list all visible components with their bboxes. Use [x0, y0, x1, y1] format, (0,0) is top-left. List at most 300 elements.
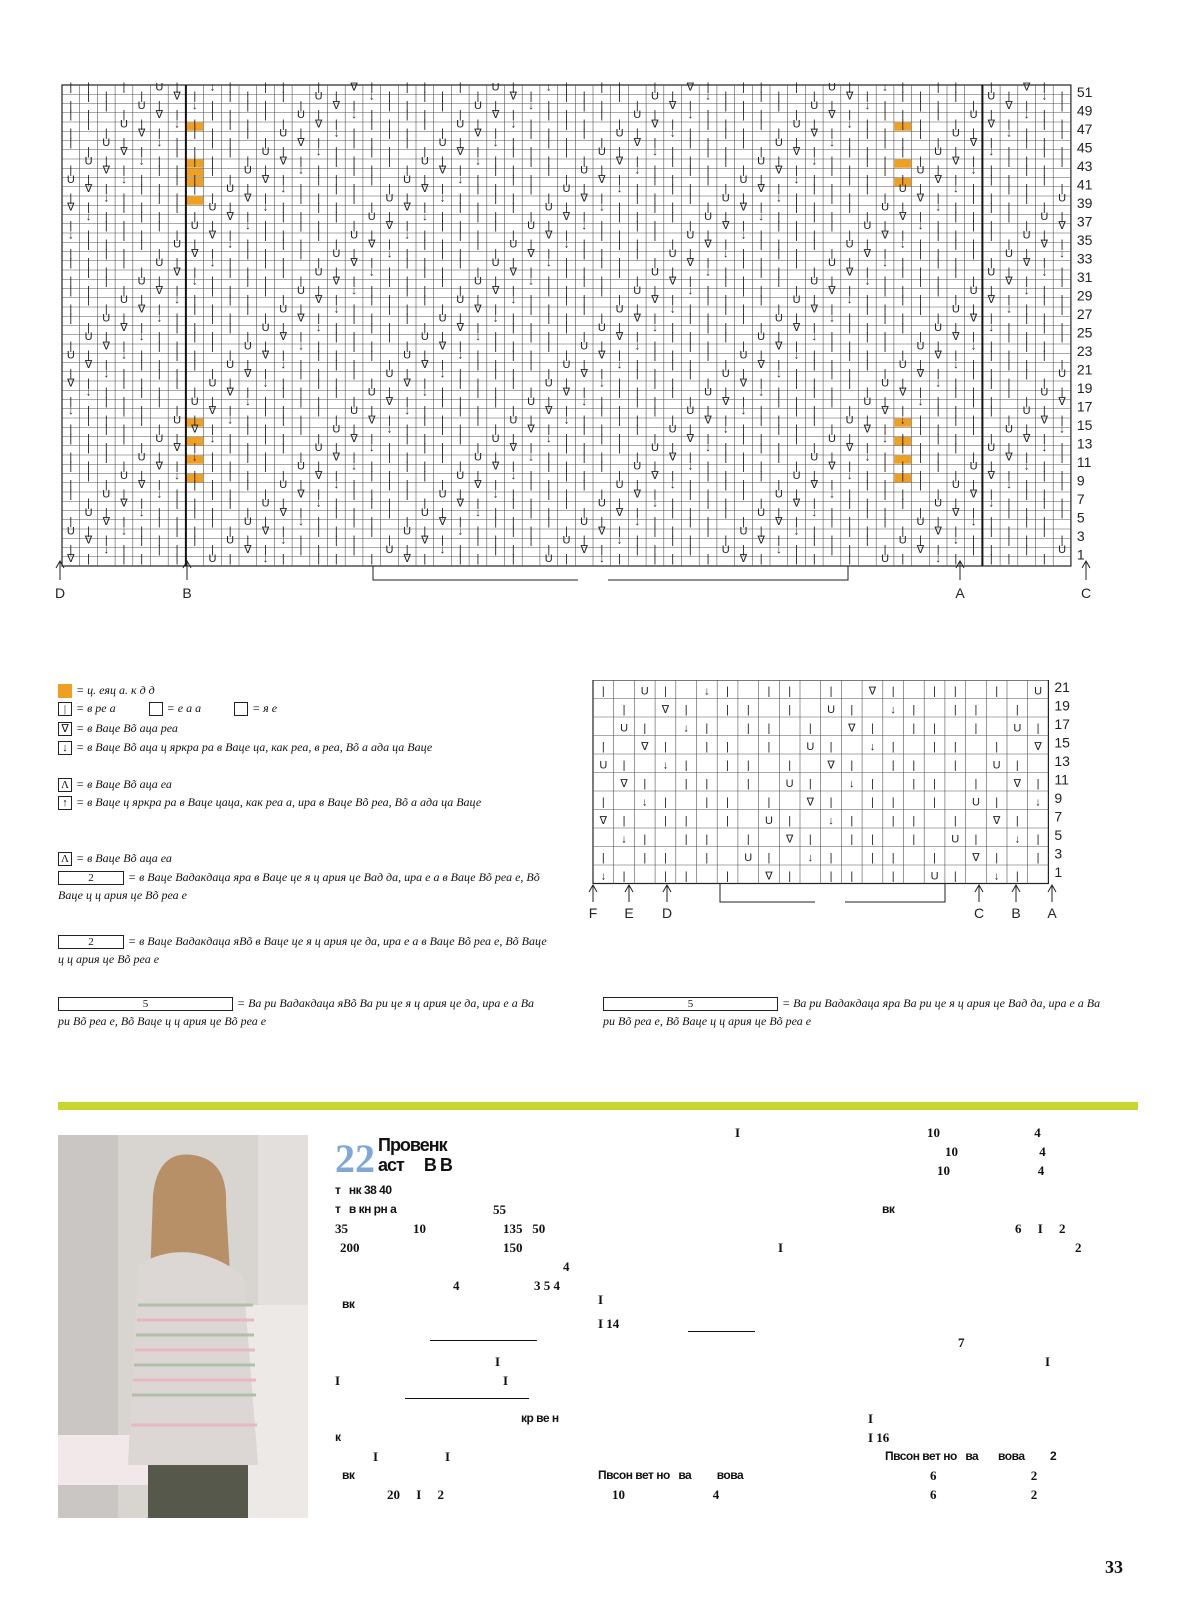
stitch-symbol: U [438, 136, 447, 149]
stitch-symbol: | [1015, 815, 1019, 827]
stitch-symbol: | [974, 778, 978, 790]
stitch-symbol: | [122, 284, 126, 297]
stitch-symbol: ↓ [209, 257, 216, 269]
stitch-symbol: | [788, 759, 792, 772]
stitch-symbol: ↓ [687, 109, 694, 121]
stitch-symbol: | [618, 266, 621, 279]
stitch-symbol: | [441, 155, 444, 168]
stitch-symbol: U [420, 331, 429, 343]
stitch-symbol: | [865, 349, 869, 362]
stitch-symbol: | [352, 247, 356, 260]
stitch-symbol: | [671, 442, 675, 454]
stitch-symbol: | [1025, 136, 1029, 149]
stitch-symbol: | [1060, 358, 1064, 371]
stitch-symbol: | [334, 201, 338, 214]
stitch-symbol: | [671, 155, 675, 168]
stitch-symbol: | [919, 479, 922, 491]
stitch-symbol: | [1025, 534, 1029, 547]
stitch-symbol: | [140, 349, 144, 362]
stitch-symbol: U [473, 451, 482, 464]
stitch-symbol: ↓ [662, 759, 669, 772]
stitch-symbol: | [865, 173, 869, 186]
stitch-symbol: | [264, 81, 267, 94]
stitch-symbol: | [370, 340, 374, 353]
small-marker-label: B [1011, 905, 1021, 921]
stitch-symbol: | [299, 506, 303, 519]
stitch-symbol: | [848, 229, 852, 242]
stitch-symbol: | [423, 201, 427, 214]
stitch-symbol: | [664, 815, 667, 827]
stitch-symbol: | [87, 90, 90, 103]
stitch-symbol: | [228, 432, 232, 445]
stitch-symbol: ↓ [192, 451, 198, 464]
stitch-symbol: | [688, 331, 692, 343]
stitch-symbol: | [812, 442, 816, 454]
small-row-number: 13 [1054, 753, 1070, 769]
stitch-symbol: | [972, 238, 975, 251]
stitch-symbol: | [953, 870, 957, 883]
stitch-symbol: | [848, 405, 852, 417]
stitch-symbol: | [972, 414, 975, 427]
stitch-symbol: | [871, 796, 874, 809]
underline-1 [430, 1340, 537, 1341]
stitch-symbol: | [423, 460, 427, 473]
stitch-symbol: | [405, 516, 409, 528]
stitch-symbol: | [140, 386, 144, 399]
stitch-symbol: | [742, 543, 745, 556]
stitch-symbol: | [281, 81, 285, 94]
stitch-symbol: | [193, 442, 197, 454]
stitch-symbol: U [764, 815, 773, 827]
stitch-symbol: | [104, 90, 108, 103]
stitch-symbol: ∇ [661, 704, 670, 716]
stitch-symbol: | [157, 99, 161, 112]
stitch-symbol: | [157, 127, 161, 140]
stitch-symbol: | [684, 759, 688, 772]
row-number: 7 [1076, 491, 1085, 507]
stitch-symbol: | [671, 146, 675, 158]
stitch-symbol: ∇ [899, 210, 907, 223]
stitch-symbol: | [618, 405, 621, 417]
stitch-symbol: U [491, 81, 500, 94]
stitch-symbol: ∇ [545, 405, 553, 417]
stitch-symbol: | [175, 81, 179, 94]
stitch-symbol: | [228, 118, 232, 131]
stitch-symbol: ↓ [386, 247, 393, 260]
stitch-symbol: | [1015, 704, 1019, 716]
stitch-symbol: | [653, 460, 657, 473]
stitch-symbol: U [296, 109, 305, 121]
stitch-symbol: | [936, 423, 940, 436]
stitch-symbol: | [441, 331, 444, 343]
stitch-symbol: | [352, 506, 356, 519]
stitch-symbol: ↓ [457, 173, 463, 186]
stitch-symbol: | [933, 796, 936, 809]
stitch-symbol: | [193, 386, 197, 399]
stitch-symbol: | [688, 136, 692, 149]
stitch-symbol: U [562, 358, 571, 371]
stitch-symbol: | [299, 99, 303, 112]
text-vk1: вк [342, 1297, 355, 1311]
stitch-symbol: | [600, 257, 604, 269]
stitch-symbol: | [812, 469, 816, 482]
stitch-symbol: | [529, 173, 533, 186]
stitch-symbol: | [87, 497, 90, 510]
stitch-symbol: | [140, 238, 144, 251]
stitch-symbol: | [671, 358, 675, 371]
stitch-symbol: | [622, 704, 626, 716]
stitch-symbol: | [643, 833, 647, 846]
stitch-symbol: ↓ [386, 423, 393, 436]
stitch-symbol: ∇ [810, 303, 818, 316]
stitch-symbol: | [157, 395, 161, 408]
stitch-symbol: | [891, 796, 895, 809]
stitch-symbol: | [830, 451, 834, 464]
stitch-symbol: | [334, 525, 338, 538]
stitch-symbol: | [688, 164, 692, 177]
stitch-symbol: U [102, 136, 111, 149]
stitch-symbol: U [951, 833, 960, 846]
stitch-symbol: | [352, 340, 356, 353]
up-arrow-swatch: ↑ [58, 796, 72, 810]
stitch-symbol: ∇ [739, 553, 748, 565]
stitch-symbol: | [618, 377, 621, 390]
stitch-symbol: | [1042, 81, 1046, 94]
stitch-symbol: | [157, 155, 161, 168]
stitch-symbol: | [883, 247, 887, 260]
stitch-symbol: | [795, 201, 798, 214]
stitch-symbol: | [405, 488, 409, 501]
stitch-symbol: | [69, 395, 73, 408]
stitch-symbol: | [830, 247, 834, 260]
stitch-symbol: ∇ [1034, 741, 1042, 753]
stitch-symbol: | [936, 257, 940, 269]
stitch-symbol: ∇ [810, 127, 818, 140]
stitch-symbol: | [812, 534, 816, 547]
stitch-symbol: | [865, 442, 869, 454]
stitch-symbol: | [635, 395, 639, 408]
stitch-symbol: | [759, 414, 763, 427]
stitch-symbol: | [795, 164, 798, 177]
text-k: к [335, 1430, 341, 1444]
stitch-symbol: ↓ [740, 405, 747, 417]
stitch-symbol: | [405, 164, 409, 177]
stitch-symbol: | [742, 479, 745, 491]
stitch-symbol: ↓ [262, 553, 269, 565]
stitch-symbol: | [671, 506, 675, 519]
stitch-symbol: ↓ [869, 741, 876, 753]
row-number: 21 [1076, 361, 1093, 378]
stitch-symbol: | [865, 321, 869, 334]
stitch-symbol: | [901, 146, 905, 158]
stitch-symbol: | [1025, 99, 1029, 112]
stitch-symbol: ↓ [404, 229, 410, 242]
stitch-symbol: | [299, 479, 303, 491]
stitch-symbol: | [671, 497, 675, 510]
stitch-symbol: | [211, 395, 214, 408]
row-number: 35 [1076, 232, 1093, 248]
stitch-symbol: | [919, 303, 922, 316]
stitch-symbol: | [812, 414, 816, 427]
stitch-symbol: | [865, 497, 869, 510]
stitch-symbol: | [388, 155, 391, 168]
stitch-symbol: ↓ [85, 210, 92, 223]
stitch-symbol: | [919, 275, 922, 288]
stitch-symbol: U [509, 238, 518, 251]
stitch-symbol: | [299, 534, 303, 547]
stitch-symbol: | [759, 109, 763, 121]
stitch-symbol: | [1042, 377, 1046, 390]
stitch-symbol: | [441, 534, 444, 547]
stitch-symbol: | [653, 488, 657, 501]
stitch-symbol: | [211, 155, 214, 168]
stitch-symbol: U [881, 201, 890, 214]
row-number: 3 [1076, 528, 1085, 544]
stitch-symbol: ↓ [993, 870, 1000, 883]
row-number: 51 [1076, 84, 1093, 100]
stitch-symbol: U [597, 146, 606, 158]
stitch-symbol: | [1042, 109, 1046, 121]
stitch-symbol: | [767, 741, 771, 753]
stitch-symbol: | [547, 451, 551, 464]
stitch-symbol: | [795, 377, 798, 390]
stitch-symbol: ∇ [261, 173, 270, 186]
stitch-symbol: | [565, 257, 568, 269]
stitch-symbol: | [671, 349, 675, 362]
stitch-symbol: | [901, 136, 905, 149]
stitch-symbol: ↓ [900, 414, 906, 427]
stitch-symbol: | [122, 423, 126, 436]
stitch-symbol: | [1036, 833, 1040, 846]
text-10: 10 [413, 1221, 426, 1236]
stitch-symbol: | [865, 146, 869, 158]
small-marker-label: E [624, 905, 634, 921]
stitch-symbol: | [883, 479, 887, 491]
stitch-symbol: ∇ [806, 796, 815, 809]
stitch-symbol: | [423, 109, 427, 121]
stitch-symbol: | [919, 238, 922, 251]
stitch-symbol: | [1060, 266, 1064, 279]
stitch-symbol: | [582, 506, 586, 519]
stitch-symbol: | [653, 201, 657, 214]
stitch-symbol: | [193, 127, 197, 140]
stitch-symbol: | [705, 796, 709, 809]
stitch-symbol: U [527, 220, 536, 232]
stitch-symbol: | [264, 192, 267, 205]
stitch-symbol: | [767, 722, 771, 735]
stitch-symbol: | [87, 118, 90, 131]
stitch-symbol: ↓ [1035, 796, 1041, 809]
row-number: 17 [1076, 398, 1093, 415]
stitch-symbol: | [122, 109, 126, 121]
stitch-symbol: | [848, 146, 852, 158]
stitch-symbol: | [87, 201, 90, 214]
stitch-symbol: | [1007, 321, 1011, 334]
stitch-symbol: | [211, 312, 214, 325]
text-r6: 2 [1075, 1240, 1082, 1255]
stitch-symbol: U [544, 553, 553, 565]
stitch-symbol: U [296, 460, 305, 473]
stitch-symbol: | [87, 257, 90, 269]
stitch-symbol: | [299, 414, 303, 427]
stitch-symbol: ↓ [793, 525, 800, 538]
stitch-symbol: | [688, 516, 692, 528]
stitch-symbol: | [883, 109, 887, 121]
stitch-symbol: | [933, 722, 936, 735]
stitch-symbol: | [848, 543, 852, 556]
stitch-symbol: | [476, 405, 480, 417]
stitch-symbol: | [671, 321, 675, 334]
stitch-symbol: | [726, 759, 729, 772]
stitch-symbol: | [724, 469, 728, 482]
stitch-symbol: | [458, 340, 462, 353]
stitch-symbol: | [317, 525, 321, 538]
stitch-symbol: | [441, 451, 444, 464]
stitch-symbol: | [565, 201, 568, 214]
text-r4: вк [882, 1202, 895, 1216]
stitch-symbol: | [989, 432, 993, 445]
stitch-symbol: | [476, 386, 480, 399]
stitch-symbol: | [441, 127, 444, 140]
stitch-symbol: | [1015, 759, 1019, 772]
stitch-symbol: | [812, 173, 816, 186]
stitch-symbol: | [901, 294, 905, 306]
stitch-symbol: | [547, 423, 551, 436]
stitch-symbol: ↓ [475, 331, 481, 343]
stitch-symbol: | [565, 173, 568, 186]
stitch-symbol: | [848, 460, 852, 473]
stitch-symbol: | [388, 331, 391, 343]
stitch-symbol: | [1025, 358, 1029, 371]
stitch-symbol: | [726, 870, 729, 883]
stitch-symbol: | [812, 294, 816, 306]
stitch-symbol: | [618, 210, 621, 223]
stitch-symbol: U [102, 312, 111, 325]
stitch-symbol: | [865, 183, 869, 195]
stitch-symbol: | [281, 377, 285, 390]
stitch-symbol: | [688, 192, 692, 205]
stitch-symbol: | [281, 432, 285, 445]
stitch-symbol: | [547, 136, 551, 149]
stitch-symbol: | [742, 368, 745, 380]
stitch-symbol: | [705, 778, 709, 790]
stitch-symbol: U [580, 340, 589, 353]
stitch-symbol: ∇ [1013, 778, 1022, 790]
stitch-symbol: | [706, 294, 710, 306]
stitch-symbol: ∇ [792, 146, 801, 158]
stitch-symbol: | [1060, 294, 1064, 306]
stitch-symbol: ↓ [563, 414, 570, 427]
stitch-symbol: ∇ [562, 210, 571, 223]
stitch-symbol: | [441, 247, 444, 260]
stitch-symbol: | [724, 155, 728, 168]
stitch-symbol: | [1060, 331, 1064, 343]
stitch-symbol: | [193, 506, 197, 519]
stitch-symbol: | [742, 164, 745, 177]
stitch-symbol: | [936, 81, 940, 94]
stitch-symbol: | [891, 741, 895, 753]
stitch-symbol: | [706, 497, 710, 510]
stitch-symbol: U [615, 127, 624, 140]
stitch-symbol: | [228, 266, 232, 279]
stitch-symbol: ∇ [438, 164, 447, 177]
stitch-symbol: | [370, 497, 374, 510]
stitch-symbol: | [812, 553, 816, 565]
stitch-symbol: | [1007, 210, 1011, 223]
stitch-symbol: | [600, 460, 604, 473]
stitch-symbol: ∇ [385, 395, 394, 408]
stitch-symbol: | [746, 722, 750, 735]
stitch-symbol: | [788, 704, 792, 716]
stitch-symbol: ↓ [528, 451, 534, 464]
stitch-symbol: | [989, 405, 993, 417]
stitch-symbol: | [405, 284, 409, 297]
stitch-symbol: | [299, 238, 303, 251]
stitch-symbol: | [777, 155, 781, 168]
stitch-symbol: | [370, 405, 374, 417]
stitch-symbol: ↓ [616, 534, 623, 547]
stitch-symbol: | [759, 460, 763, 473]
stitch-symbol: | [529, 146, 533, 158]
row-number: 15 [1076, 417, 1093, 433]
stitch-symbol: | [1042, 460, 1046, 473]
stitch-symbol: | [441, 266, 444, 279]
stitch-symbol: | [812, 201, 816, 214]
stitch-symbol: | [122, 368, 126, 380]
stitch-symbol: | [511, 81, 515, 94]
stitch-symbol: ↓ [882, 432, 888, 445]
stitch-symbol: | [671, 377, 675, 390]
stitch-symbol: | [352, 423, 356, 436]
stitch-symbol: | [912, 778, 916, 790]
stitch-symbol: U [597, 321, 606, 334]
stitch-symbol: | [1007, 238, 1011, 251]
stitch-symbol: | [264, 395, 267, 408]
stitch-symbol: | [352, 451, 356, 464]
stitch-symbol: | [671, 294, 675, 306]
stitch-symbol: | [865, 303, 869, 316]
stitch-symbol: | [87, 229, 90, 242]
stitch-symbol: ↓ [1041, 442, 1048, 454]
stitch-symbol: | [334, 534, 338, 547]
stitch-symbol: U [1058, 543, 1067, 556]
stitch-symbol: | [706, 432, 710, 445]
stitch-symbol: | [370, 294, 374, 306]
stitch-symbol: | [724, 534, 728, 547]
stitch-symbol: | [989, 192, 993, 205]
stitch-symbol: | [441, 90, 444, 103]
stitch-symbol: | [281, 210, 285, 223]
stitch-symbol: U [367, 386, 376, 399]
stitch-symbol: ↓ [68, 405, 74, 417]
stitch-symbol: | [423, 469, 427, 482]
stitch-symbol: ∇ [438, 516, 447, 528]
stitch-symbol: ↓ [156, 136, 163, 149]
stitch-symbol: ∇ [863, 247, 872, 260]
stitch-symbol: ∇ [527, 423, 535, 436]
stitch-symbol: | [830, 164, 834, 177]
stitch-symbol: | [724, 321, 728, 334]
stitch-symbol: U [774, 136, 783, 149]
stitch-symbol: ↓ [1041, 266, 1048, 279]
marker-label: B [182, 585, 192, 601]
stitch-symbol: | [334, 497, 338, 510]
stitch-symbol: ↓ [333, 479, 340, 491]
stitch-symbol: | [458, 81, 462, 94]
stitch-symbol: ↓ [917, 395, 924, 408]
stitch-symbol: ↓ [935, 377, 941, 390]
stitch-symbol: | [281, 238, 285, 251]
